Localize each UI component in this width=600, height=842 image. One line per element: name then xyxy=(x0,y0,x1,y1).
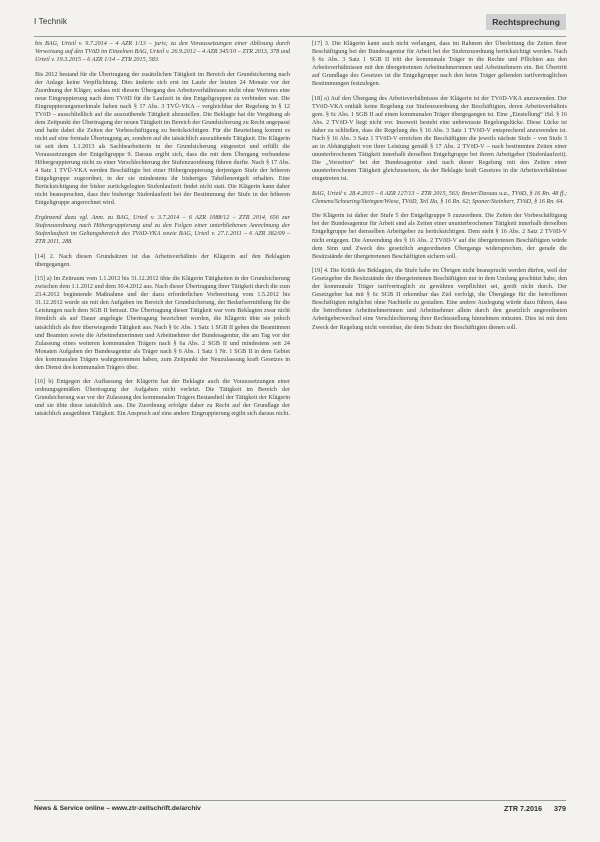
footer-archive-link[interactable]: News & Service online – www.ztr-zeitschrift.de/archiv xyxy=(34,805,201,812)
paragraph: [15] a) Im Zeitraum vom 1.1.2012 bis 31.12.2012 übte die Klägerin Tätigkeiten in der Grundsicherung zwischen dem 1.1.2012 und dem 30.4.2012 aus. Nach dieser Übertragung ihrer Tätigkeit durch die zum 23.4.2012 beginnende Maßnahme und der dazu erforderlichen Vorbereitung vom 1.5.2012 bis 31.12.2012 wurde sie mit den Aufgaben im Bereich der Grundsicherung, der Bedarfsermittlung für die Leistungen nach dem SGB II betraut. Die Übertragung dieser Tätigkeit war vom Beklagten zwar nicht förmlich als auf Dauer angelegte Übertragung bezeichnet worden, die Klägerin übte sie jedoch tatsächlich als ihre überwiegende Tätigkeit aus. Nach § 6c Abs. 1 Satz 1 SGB II gehen die Beamtinnen und Beamten sowie die Arbeitnehmerinnen und Arbeitnehmer der Bundesagentur, die am Tag vor der Zulassung eines weiteren kommunalen Trägers nach § 6a Abs. 2 SGB II und mindestens seit 24 Monaten Aufgaben der Bundesagentur als Träger nach § 6 Abs. 1 Satz 1 Nr. 1 SGB II in dem Gebiet des kommunalen Trägers wahrgenommen haben, zum Zeitpunkt der Neuzulassung kraft Gesetzes in den Dienst des kommunalen Trägers über. xyxy=(35,276,290,371)
page-number: 379 xyxy=(554,804,566,813)
paragraph: Ergänzend dazu vgl. Anm. zu BAG, Urteil v. 3.7.2014 – 6 AZR 1088/12 – ZTR 2014, 656 zur Stufenzuordnung nach Höhergruppierung und zu den Folgen einer unterbliebenen Anrechnung der Stufenlaufzeit im Geltungsbereich des TVöD-VKA sowie BAG, Urteil v. 27.1.2011 – 6 AZR 382/09 – ZTR 2011, 288. xyxy=(35,214,290,246)
paragraph: [14] 2. Nach diesen Grundsätzen ist das Arbeitsverhältnis der Klägerin auf den Beklagten übergegangen. xyxy=(35,253,290,268)
page-footer xyxy=(34,800,566,815)
paragraph: [18] a) Auf den Übergang des Arbeitsverhältnisses der Klägerin ist der TVöD-VKA anzuwenden. Der TVöD-VKA enthält keine Regelung zur Stufenzuordnung der Beschäftigten, deren Arbeitsverhältnis gem. § 6c Abs. 1 SGB II auf einen kommunalen Träger übergegangen ist. Eine „Einstellung“ iSd. § 16 Abs. 2 TVöD-V liegt nicht vor. Insoweit besteht eine unbewusste Regelungslücke. Diese Lücke ist daher zu schließen, dass die Regelung des § 16 Abs. 3 Satz 1 TVöD-V entsprechend anzuwenden ist. Nach § 16 Abs. 3 Satz 1 TVöD-V erreichen die Beschäftigten die jeweils nächste Stufe – von Stufe 3 an in Abhängigkeit von ihrer Leistung gemäß § 17 Abs. 2 TVöD-V – nach bestimmten Zeiten einer ununterbrochenen Tätigkeit innerhalb derselben Entgeltgruppe bei ihrem Arbeitgeber (Stufenlaufzeit). Die „Vorzeiten“ bei der Bundesagentur sind nach dieser Regelung mit den Zeiten einer ununterbrochenen Tätigkeit gleichzusetzen, da der Beklagte kraft Gesetzes in die Arbeitsverhältnisse eingetreten ist. xyxy=(312,95,567,183)
rubric-badge: Rechtsprechung xyxy=(486,14,566,30)
section-label: I Technik xyxy=(34,17,68,26)
paragraph: Bis 2012 bestand für die Übertragung der zusätzlichen Tätigkeit im Bereich der Grundsicherung nach der Anlage keine Verpflichtung. Dies änderte sich erst im Laufe der letzten 24 Monate vor der Zuordnung der Kläger, sodass mit diesem Übergang des Arbeitsverhältnisses nicht ohne Weiteres eine neue Eingruppierung nach dem TVöD für die Laufzeit in den Entgeltgruppen zu verbinden war. Die Eingruppierungsmerkmale haben nach § 17 Abs. 3 TVÜ-VKA – vergleichbar der Regelung in § 12 TVöD – ausschließlich auf die auszuübende Tätigkeit abzustellen. Die Beklagte hat die Vergütung ab dem Zeitpunkt der Übertragung der neuen Tätigkeit im Bereich der Grundsicherung zu Recht angepasst und hatte dabei die Zeiten der Vorbeschäftigung zu berücksichtigen. Für die Beurteilung kommt es nicht auf eine formale Übertragung an, sondern auf die tatsächlich auszuübende Tätigkeit. Die Klägerin ist seit dem 1.1.2013 als Sachbearbeiterin in der Grundsicherung eingesetzt und erfüllt die Voraussetzungen der Entgeltgruppe 9. Daraus ergibt sich, dass die mit dem Übergang verbundene Höhergruppierung nicht zu einer Verschlechterung der Stufenzuordnung führen durfte. Nach § 17 Abs. 4 Satz 1 TVÜ-VKA werden Beschäftigte bei einer Höhergruppierung derjenigen Stufe der höheren Entgeltgruppe zugeordnet, in der sie mindestens ihr bisheriges Tabellenentgelt erhalten. Eine Berücksichtigung der bisher zurückgelegten Stufenlaufzeit findet nicht statt. Die Klägerin kann daher nicht beanspruchen, dass ihre bisherige Stufenlaufzeit bei der Bestimmung der Stufe in der höheren Entgeltgruppe angerechnet wird. xyxy=(35,71,290,207)
text-column-right xyxy=(312,40,567,790)
page-header xyxy=(34,14,566,37)
paragraph: Die Klägerin ist daher der Stufe 5 der Entgeltgruppe 9 zuzuordnen. Die Zeiten der Vorbeschäftigung bei der Bundesagentur für Arbeit sind als Zeiten einer ununterbrochenen Tätigkeit innerhalb derselben Entgeltgruppe bei demselben Arbeitgeber zu berücksichtigen. Dem steht § 16 Abs. 2 Satz 2 TVöD-V nicht entgegen. Die Anwendung des § 16 Abs. 2 TVöD-V auf die übergetretenen Beschäftigten würde dem Sinn und Zweck des gesetzlich angeordneten Übergangs widersprechen, der gerade die Besitzstände der übergetretenen Beschäftigten sichern soll. xyxy=(312,213,567,260)
paragraph: [19] 4. Die Kritik des Beklagten, die Stufe habe im Übrigen nicht beansprucht werden dürfen, weil der Gesetzgeber die Besitzstände der übergetretenen Beschäftigten nur in dem Umfang geschützt habe, den der kommunale Träger tarifvertraglich zu gewähren verpflichtet sei, greift nicht durch. Der Gesetzgeber hat mit § 6c SGB II erkennbar das Ziel verfolgt, die Übergänge für die betroffenen Beschäftigten möglichst ohne Nachteile zu gestalten. Eine andere Auslegung würde dazu führen, dass die betroffenen Arbeitnehmerinnen und Arbeitnehmer allein durch den gesetzlich angeordneten Arbeitgeberwechsel eine Verschlechterung ihrer Rechtsstellung hinnehmen müssten. Dies ist mit dem Zweck der Regelung nicht vereinbar, die dem Schutz der Beschäftigten dienen soll. xyxy=(312,268,567,331)
paragraph: bis BAG, Urteil v. 9.7.2014 – 4 AZR 1/13 – juris; zu den Voraussetzungen einer Ablösung durch Verweisung auf den TVöD im Einzelnen BAG, Urteil v. 26.9.2012 – 4 AZR 345/10 – ZTR 2013, 378 und Urteil v. 19.3.2015 – 6 AZR 1/14 – ZTR 2015, 583. xyxy=(35,41,290,64)
footer-issue xyxy=(494,804,566,813)
paragraph: [17] 3. Die Klägerin kann auch nicht verlangen, dass im Rahmen der Überleitung die Zeiten ihrer Beschäftigung bei der Bundesagentur für Arbeit bei der Stufenzuordnung berücksichtigt werden. Nach § 6c Abs. 3 Satz 1 SGB II tritt der kommunale Träger in die Rechte und Pflichten aus den Arbeitsverhältnissen mit den übergetretenen Arbeitnehmerinnen und Arbeitnehmern ein. Bei Übertritt auf Grundlage des Gesetzes ist die Entgeltgruppe nach den beim Träger geltenden tarifvertraglichen Bestimmungen festzulegen. xyxy=(312,41,567,88)
text-column-left xyxy=(35,40,290,790)
journal-issue: ZTR 7.2016 xyxy=(504,804,542,813)
paragraph: BAG, Urteil v. 28.4.2015 – 6 AZR 127/13 – ZTR 2015, 563; Breier/Dassau u.a., TVöD, § 16 Rn. 48 ff.; Clemens/Scheuring/Steingen/Wiese, TVöD, Teil IIa, § 16 Rn. 62; Sponer/Steinherr, TVöD, § 16 Rn. 64. xyxy=(312,190,567,205)
paragraph: [16] b) Entgegen der Auffassung der Klägerin hat der Beklagte auch die Voraussetzungen einer ordnungsgemäßen Übertragung der Aufgaben nicht verletzt. Die Tätigkeit im Bereich der Grundsicherung war vor der Zulassung des kommunalen Trägers Bestandteil der Tätigkeit der Klägerin und sie übte diese tatsächlich aus. Die Zuordnung erfolgte daher zu Recht auf der Grundlage der tatsächlich ausgeübten Tätigkeit. Ein Anspruch auf eine andere Eingruppierung ergibt sich daraus nicht. xyxy=(35,379,290,418)
